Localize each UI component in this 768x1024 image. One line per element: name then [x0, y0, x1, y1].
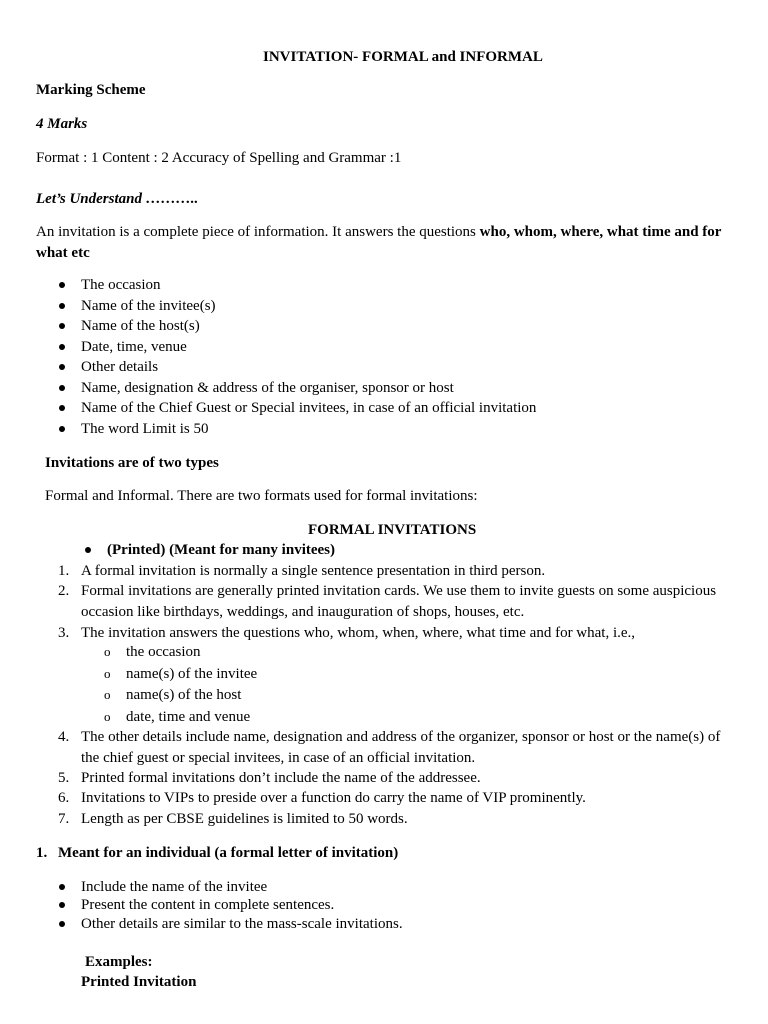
- marking-scheme-heading: Marking Scheme: [36, 82, 146, 98]
- individual-heading: Meant for an individual (a formal letter of invitation): [58, 845, 399, 861]
- printed-heading: (Printed) (Meant for many invitees): [107, 542, 336, 558]
- intro-bold-text: who, whom, where, what time and for: [479, 224, 722, 240]
- individual-number: 1.: [36, 845, 48, 861]
- lets-understand-heading: Let’s Understand ………..: [36, 191, 199, 207]
- sub-bullet-marker: o: [104, 644, 111, 659]
- marks-heading: 4 Marks: [36, 116, 88, 132]
- item-number: 2.: [58, 583, 70, 599]
- types-heading: Invitations are of two types: [45, 455, 219, 471]
- format-line: Format : 1 Content : 2 Accuracy of Spelling and Grammar :1: [36, 150, 402, 166]
- intro-paragraph-line-1: [36, 222, 721, 242]
- intro-plain-text: An invitation is a complete piece of information. It answers the questions: [36, 224, 480, 240]
- item-number: 4.: [58, 729, 70, 745]
- item-number: 6.: [58, 790, 70, 806]
- bullet-icon: [85, 547, 91, 553]
- page-title: INVITATION- FORMAL and INFORMAL: [263, 49, 543, 65]
- printed-invitation-heading: Printed Invitation: [81, 974, 197, 990]
- types-text: Formal and Informal. There are two formats used for formal invitations:: [45, 488, 478, 504]
- sub-bullet-marker: o: [104, 709, 111, 724]
- formal-invitations-heading: FORMAL INVITATIONS: [308, 522, 477, 538]
- sub-bullet-marker: o: [104, 666, 111, 681]
- sub-bullet-marker: o: [104, 687, 111, 702]
- item-number: 7.: [58, 811, 70, 827]
- examples-heading: Examples:: [85, 954, 153, 970]
- item-number: 1.: [58, 563, 70, 579]
- item-number: 5.: [58, 770, 70, 786]
- intro-paragraph-line-2: what etc: [36, 245, 90, 261]
- item-number: 3.: [58, 625, 70, 641]
